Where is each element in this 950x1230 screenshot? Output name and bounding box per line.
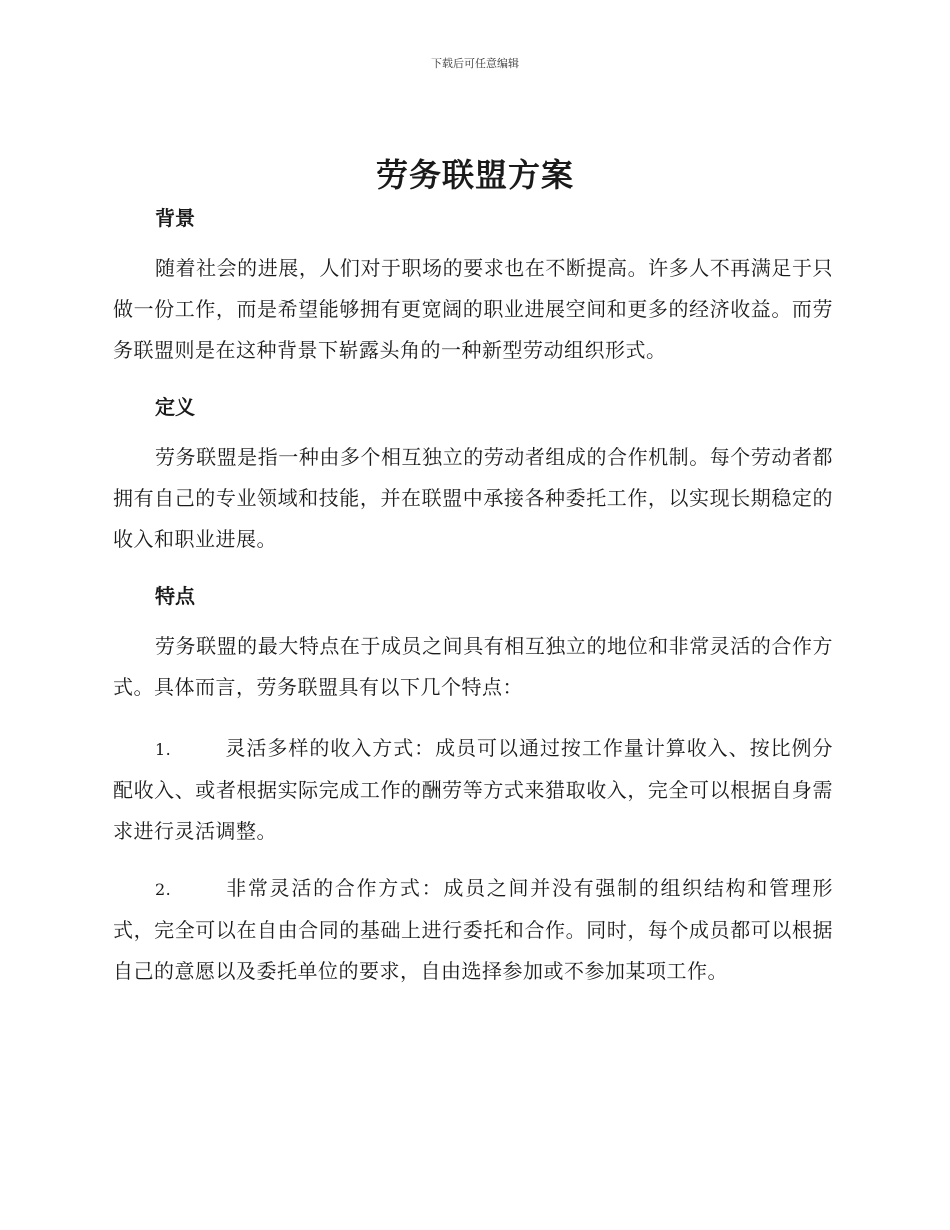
features-intro-paragraph: 劳务联盟的最大特点在于成员之间具有相互独立的地位和非常灵活的合作方式。具体而言，劳务联盟具有以下几个特点： bbox=[113, 634, 833, 699]
list-number: 2. bbox=[155, 880, 172, 899]
feature-list-item bbox=[113, 868, 833, 992]
definition-paragraph: 劳务联盟是指一种由多个相互独立的劳动者组成的合作机制。每个劳动者都拥有自己的专业领域和技能，并在联盟中承接各种委托工作，以实现长期稳定的收入和职业进展。 bbox=[113, 445, 833, 551]
list-number: 1. bbox=[155, 740, 172, 759]
document-body bbox=[113, 202, 833, 1008]
feature-list-item bbox=[113, 728, 833, 852]
header-note: 下载后可任意编辑 bbox=[431, 57, 519, 70]
document-title: 劳务联盟方案 bbox=[375, 156, 574, 194]
background-paragraph: 随着社会的进展，人们对于职场的要求也在不断提高。许多人不再满足于只做一份工作，而是希望能够拥有更宽阔的职业进展空间和更多的经济收益。而劳务联盟则是在这种背景下崭露头角的一种新型劳动组织形式。 bbox=[113, 256, 833, 362]
section-heading-features: 特点 bbox=[155, 584, 195, 608]
list-item-text: 非常灵活的合作方式：成员之间并没有强制的组织结构和管理形式，完全可以在自由合同的基础上进行委托和合作。同时，每个成员都可以根据自己的意愿以及委托单位的要求，自由选择参加或不参加某项工作。 bbox=[113, 876, 833, 983]
section-heading-background: 背景 bbox=[155, 206, 195, 230]
list-item-text: 灵活多样的收入方式：成员可以通过按工作量计算收入、按比例分配收入、或者根据实际完成工作的酬劳等方式来猎取收入，完全可以根据自身需求进行灵活调整。 bbox=[113, 736, 833, 843]
section-heading-definition: 定义 bbox=[155, 395, 195, 419]
